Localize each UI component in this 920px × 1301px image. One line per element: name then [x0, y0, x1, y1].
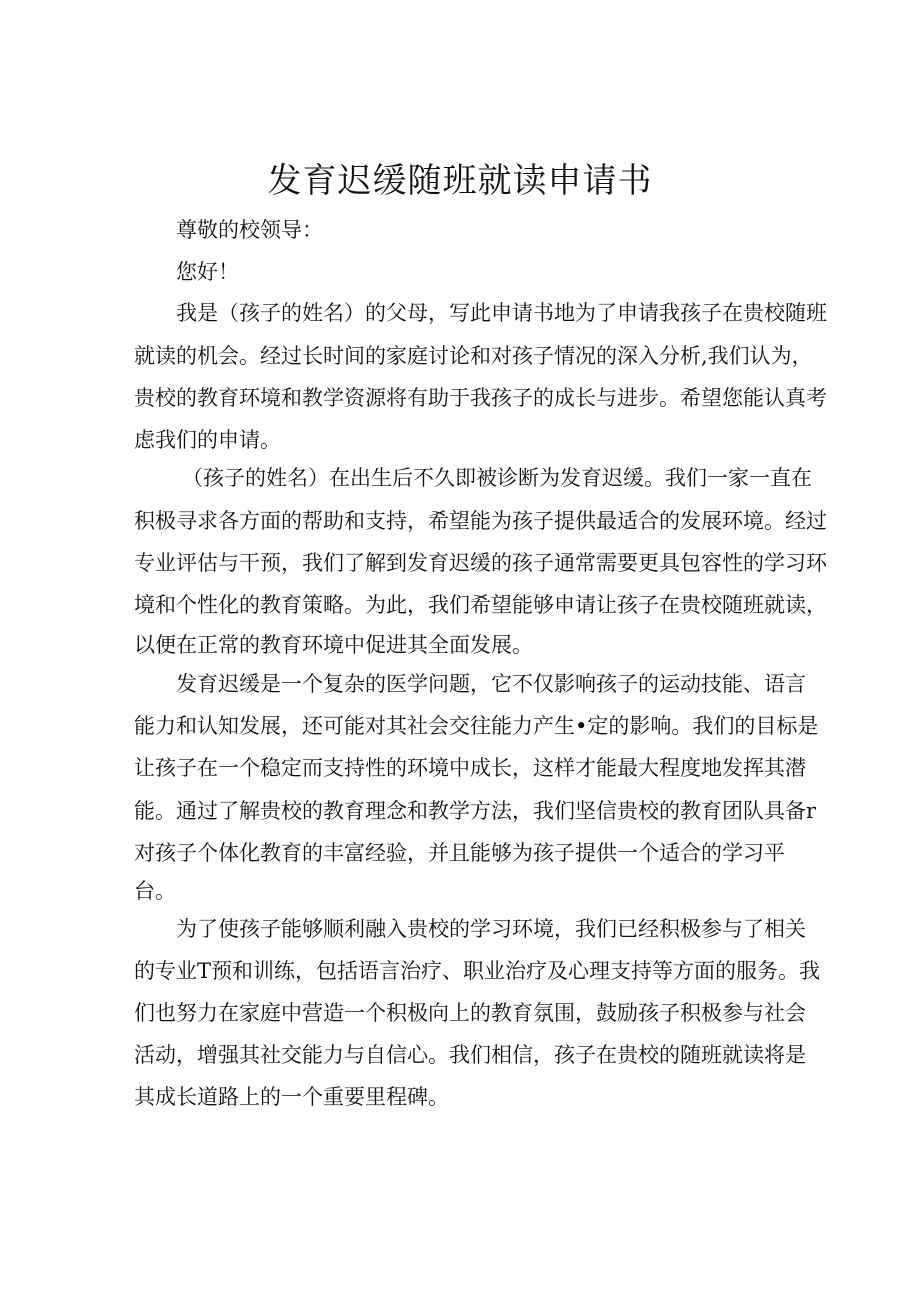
greeting: 尊敬的校领导：	[176, 218, 323, 242]
paragraph-2-line-2: 积极寻求各方面的帮助和支持，希望能为孩子提供最适合的发展环境。经过	[134, 509, 827, 533]
salutation: 您好！	[176, 260, 239, 284]
paragraph-4-line-2: 的专业T预和训练，包括语言治疗、职业治疗及心理支持等方面的服务。我	[134, 959, 821, 983]
paragraph-1-line-3: 贵校的教育环境和教学资源将有助于我孩子的成长与进步。希望您能认真考	[134, 386, 827, 410]
paragraph-3-line-3: 让孩子在一个稳定而支持性的环境中成长，这样才能最大程度地发挥其潜	[134, 756, 806, 780]
paragraph-1-line-1: 我是（孩子的姓名）的父母，写此申请书地为了申请我孩子在贵校随班	[176, 301, 827, 325]
paragraph-2-line-1: （孩子的姓名）在出生后不久即被诊断为发育迟缓。我们一家一直在	[182, 466, 812, 490]
document-title: 发育迟缓随班就读申请书	[267, 161, 653, 201]
paragraph-2-line-5: 以便在正常的教育环境中促进其全面发展。	[134, 633, 533, 657]
paragraph-4-line-5: 其成长道路上的一个重要里程碑。	[134, 1085, 449, 1109]
paragraph-3-line-6: 台。	[134, 879, 176, 903]
paragraph-4-line-3: 们也努力在家庭中营造一个积极向上的教育氛围，鼓励孩子积极参与社会	[134, 1001, 806, 1025]
paragraph-2-line-4: 境和个性化的教育策略。为此，我们希望能够申请让孩子在贵校随班就读，	[134, 593, 827, 617]
paragraph-3-line-2: 能力和认知发展，还可能对其社会交往能力产生•定的影响。我们的目标是	[134, 714, 819, 738]
paragraph-3-line-1: 发育迟缓是一个复杂的医学问题，它不仅影响孩子的运动技能、语言	[176, 672, 806, 696]
paragraph-2-line-3: 专业评估与干预，我们了解到发育迟缓的孩子通常需要更具包容性的学习环	[134, 551, 827, 575]
paragraph-4-line-1: 为了使孩子能够顺利融入贵校的学习环境，我们已经积极参与了相关	[176, 917, 806, 941]
paragraph-4-line-4: 活动，增强其社交能力与自信心。我们相信，孩子在贵校的随班就读将是	[134, 1043, 806, 1067]
paragraph-3-line-5: 对孩子个体化教育的丰富经验，并且能够为孩子提供一个适合的学习平	[134, 841, 785, 865]
paragraph-3-line-4: 能。通过了解贵校的教育理念和教学方法，我们坚信贵校的教育团队具备r	[134, 799, 817, 823]
paragraph-1-line-4: 虑我们的申请。	[134, 428, 281, 452]
paragraph-1-line-2: 就读的机会。经过长时间的家庭讨论和对孩子情况的深入分析,我们认为，	[134, 344, 813, 368]
